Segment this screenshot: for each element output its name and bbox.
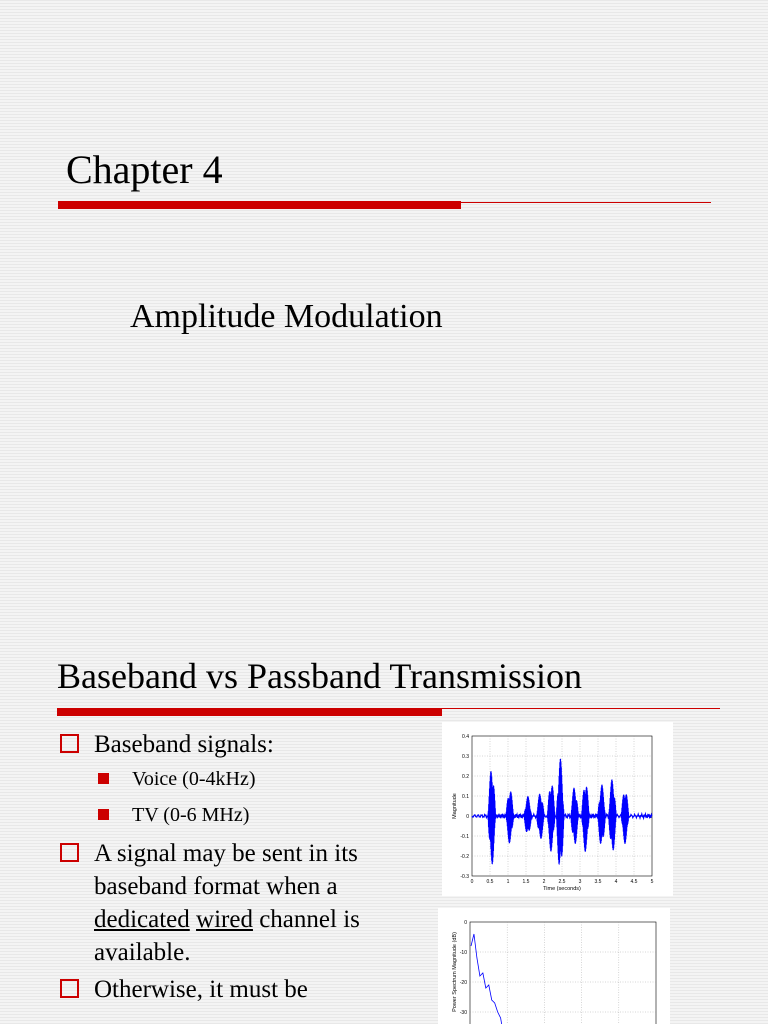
- bullet-item: [60, 837, 380, 969]
- bullet-item: [60, 728, 380, 761]
- hollow-square-bullet-icon: [60, 843, 79, 862]
- y-tick-label: -30: [459, 1010, 467, 1016]
- x-axis-label: Time (seconds): [543, 886, 581, 892]
- y-tick-label: 0: [464, 920, 467, 926]
- x-tick-label: 1.5: [522, 879, 530, 885]
- x-tick-label: 0.5: [486, 879, 494, 885]
- y-tick-label: 0.1: [462, 794, 469, 800]
- y-tick-label: 0.2: [462, 774, 469, 780]
- sub-bullet-item: [60, 765, 380, 793]
- title-underline-thin: [442, 708, 720, 709]
- bullet-text: Baseband signals:: [94, 731, 274, 758]
- spectrum-chart-svg: [438, 908, 670, 1024]
- y-tick-label: 0.3: [462, 754, 469, 760]
- bullet-list: [60, 728, 380, 1010]
- y-tick-label: -0.3: [460, 874, 469, 880]
- x-tick-label: 1: [506, 879, 510, 885]
- x-tick-label: 3: [578, 879, 582, 885]
- slide-title: Chapter 4: [66, 147, 223, 192]
- x-tick-label: 2.5: [558, 879, 566, 885]
- slide-title: Baseband vs Passband Transmission: [57, 656, 583, 696]
- text-run: A signal may be sent in its baseband format when a: [94, 840, 358, 900]
- title-underline-thick: [58, 201, 461, 209]
- bullet-text: [94, 840, 360, 966]
- filled-square-bullet-icon: [98, 773, 109, 784]
- sub-bullet-text: TV (0-6 MHz): [132, 804, 250, 826]
- x-tick-label: 0: [470, 879, 474, 885]
- sub-bullet-item: [60, 801, 380, 829]
- y-tick-label: 0: [466, 814, 469, 820]
- x-tick-label: 3.5: [594, 879, 602, 885]
- title-underline-thin: [461, 202, 711, 203]
- hollow-square-bullet-icon: [60, 734, 79, 753]
- slide-baseband-passband: [0, 640, 768, 1024]
- title-underline-thick: [57, 708, 442, 716]
- y-tick-label: -10: [459, 950, 467, 956]
- underlined-word: wired: [196, 906, 253, 933]
- y-tick-label: -20: [459, 980, 467, 986]
- filled-square-bullet-icon: [98, 809, 109, 820]
- slide-subtitle: Amplitude Modulation: [130, 298, 443, 335]
- x-tick-label: 4.5: [630, 879, 638, 885]
- plot-frame: [470, 922, 656, 1024]
- sub-bullet-text: Voice (0-4kHz): [132, 768, 256, 790]
- spectrum-plot: [438, 908, 670, 1024]
- x-tick-label: 5: [650, 879, 654, 885]
- text-run: channel is available.: [94, 906, 360, 966]
- bullet-text: Otherwise, it must be: [94, 976, 308, 1003]
- y-tick-label: -0.1: [460, 834, 469, 840]
- hollow-square-bullet-icon: [60, 979, 79, 998]
- underlined-word: dedicated: [94, 906, 190, 933]
- bullet-item: [60, 973, 380, 1006]
- time-domain-chart-svg: [442, 722, 673, 896]
- y-tick-label: 0.4: [462, 734, 469, 740]
- y-axis-label: Magnitude: [452, 793, 458, 819]
- x-tick-label: 2: [542, 879, 546, 885]
- y-axis-label: Power Spectrum Magnitude (dB): [452, 932, 458, 1012]
- x-tick-label: 4: [614, 879, 618, 885]
- time-domain-plot: [442, 722, 673, 896]
- y-tick-label: -0.2: [460, 854, 469, 860]
